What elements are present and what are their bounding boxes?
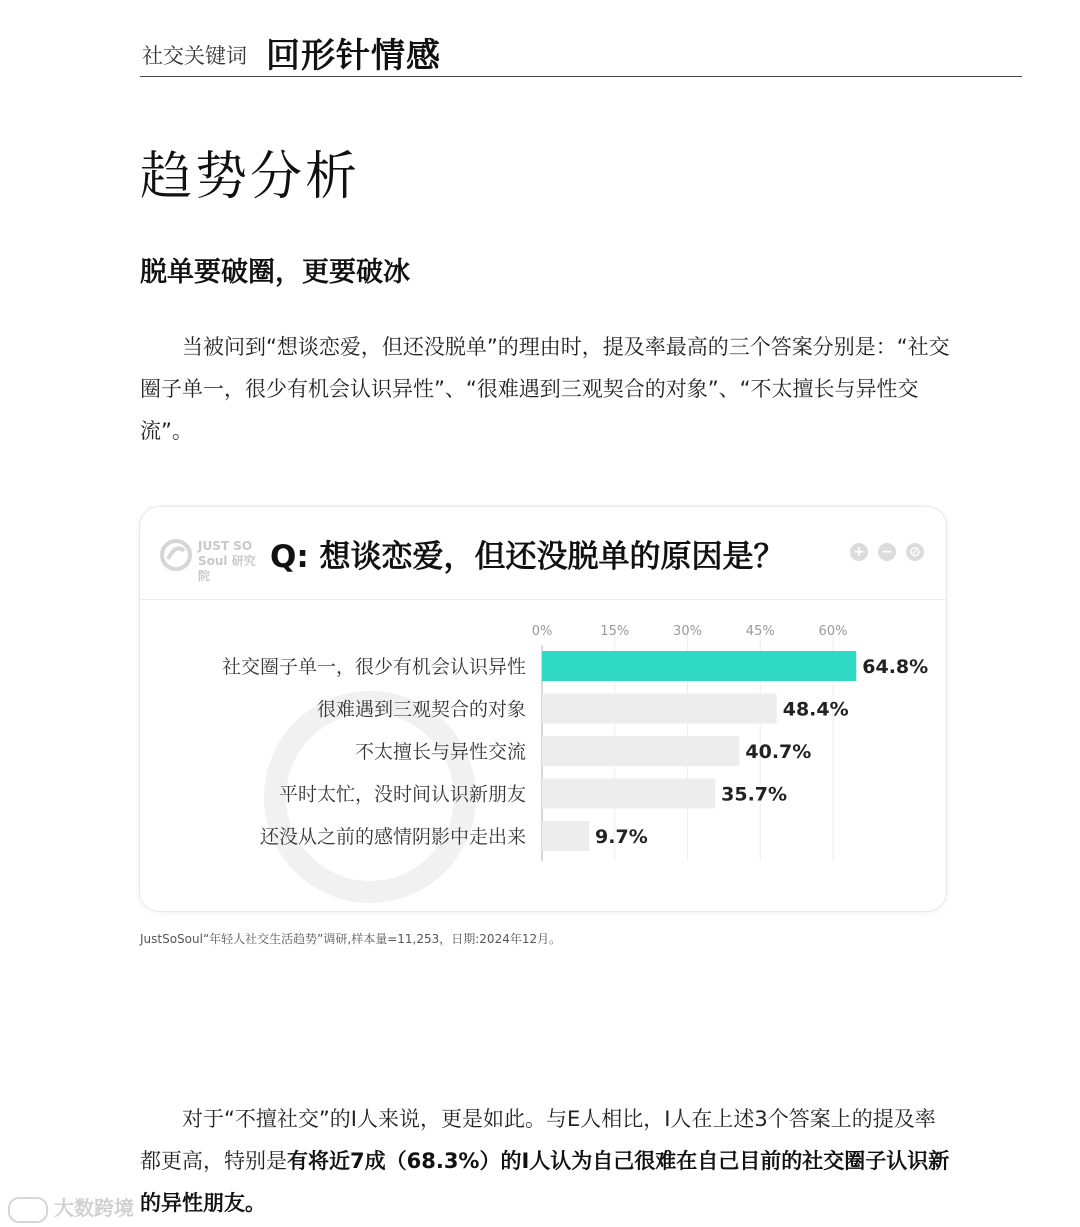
category-label-3: 平时太忙，没时间认识新朋友 [278,783,526,806]
bar-2 [542,736,739,766]
header-title: 回形针情感 [266,36,441,76]
block-icon[interactable]: ⊘ [906,543,924,561]
logo-line1: JUST SO [198,539,253,553]
value-label-0: 64.8% [862,656,929,678]
plus-icon[interactable]: + [850,543,868,561]
page-header [140,24,1022,77]
value-label-4: 9.7% [595,826,648,848]
watermark-logo-icon [8,1197,48,1223]
bar-1 [542,694,777,724]
value-label-3: 35.7% [721,783,788,806]
x-tick-label-3: 45% [745,624,775,639]
bar-3 [542,779,715,809]
category-label-4: 还没从之前的感情阴影中走出来 [259,826,526,848]
chart-card [139,506,947,912]
category-label-0: 社交圈子单一，很少有机会认识异性 [221,656,526,678]
closing-paragraph [140,1098,950,1224]
x-tick-label-1: 15% [600,624,630,639]
x-tick-label-2: 30% [673,624,702,639]
intro-paragraph: 当被问到“想谈恋爱，但还没脱单”的理由时，提及率最高的三个答案分别是：“社交圈子单一，很少有机会认识异性”、“很难遇到三观契合的对象”、“不太擅长与异性交流”。 [140,335,950,443]
x-tick-label-4: 60% [818,624,848,639]
category-label-2: 不太擅长与异性交流 [354,741,526,763]
chart-question: Q: 想谈恋爱，但还没脱单的原因是？ [270,539,785,575]
header-keyword: 社交关键词 [142,44,247,68]
bar-chart [140,507,946,911]
sub-title: 脱单要破圈，更要破冰 [140,257,410,288]
section-title: 趋势分析 [140,147,361,207]
bar-4 [542,821,589,851]
value-label-1: 48.4% [782,698,849,721]
bar-0 [542,651,856,681]
value-label-2: 40.7% [745,741,812,763]
source-note: JustSoSoul“年轻人社交生活趋势”调研,样本量=11,253，日期:2024年12月。 [140,932,562,946]
x-tick-label-0: 0% [531,624,553,639]
closing-paragraph-text: 对于“不擅社交”的I人来说，更是如此。与E人相比，I人在上述3个答案上的提及率都更高，特别是 [140,1107,936,1173]
category-label-1: 很难遇到三观契合的对象 [316,698,526,721]
corner-watermark-text: 大数跨境 [54,1196,134,1220]
logo-line2: Soul 研究院 [198,554,256,583]
minus-icon[interactable]: − [878,543,896,561]
closing-paragraph-highlight: 有将近7成（68.3%）的I人认为自己很难在自己目前的社交圈子认识新的异性朋友。 [140,1149,950,1215]
corner-watermark [8,1192,134,1223]
